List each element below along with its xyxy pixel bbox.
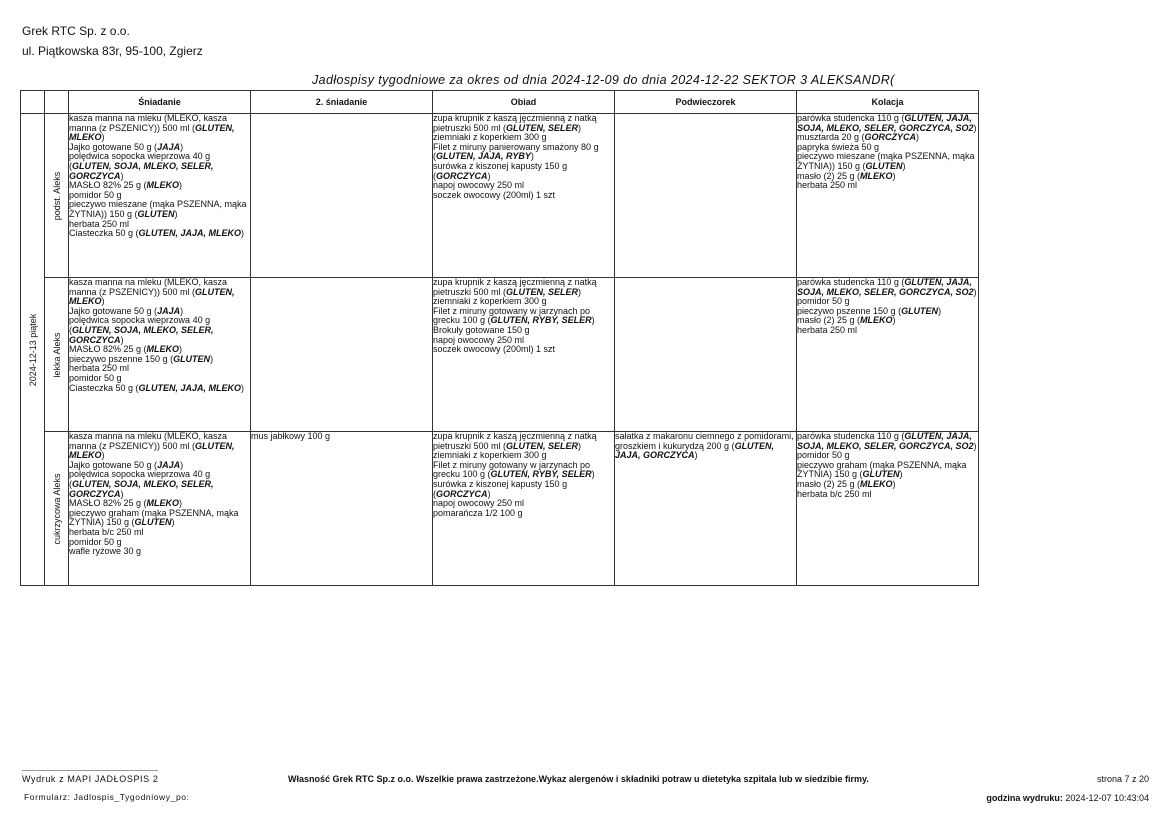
print-time-label: godzina wydruku:: [986, 793, 1063, 803]
table-row: [21, 114, 979, 278]
footer-print-label: Wydruk z MAPI JADŁOSPIS 2: [22, 774, 159, 784]
corner-blank: [45, 91, 69, 114]
print-time-value: 2024-12-07 10:43:04: [1065, 793, 1149, 803]
diet-label: podst. Aleks: [51, 171, 62, 220]
table-row: [21, 432, 979, 586]
company-address: ul. Piątkowska 83r, 95-100, Zgierz: [22, 44, 203, 58]
day-cell: [21, 114, 45, 586]
meal-cell: zupa krupnik z kaszą jęczmienną z natką pietruszki 500 ml (GLUTEN, SELER) ziemniaki z koperkiem 300 g Filet z miruny gotowany w jarzynach po grecku 100 g (GLUTEN, RYBY, SELER) surówka z kiszonej kapusty 150 g (GORCZYCA) napoj owocowy 250 ml pomarańcza 1/2 100 g: [433, 432, 615, 586]
corner-blank: [21, 91, 45, 114]
meal-cell: zupa krupnik z kaszą jęczmienną z natką pietruszki 500 ml (GLUTEN, SELER) ziemniaki z koperkiem 300 g Filet z miruny gotowany w jarzynach po grecku 100 g (GLUTEN, RYBY, SELER) Brokuły gotowane 150 g napoj owocowy 250 ml soczek owocowy (200ml) 1 szt: [433, 278, 615, 432]
header-breakfast: Śniadanie: [69, 91, 251, 114]
print-time: [986, 793, 1149, 803]
diet-label: lekka Aleks: [51, 331, 62, 378]
day-label: 2024-12-13 piątek: [27, 313, 38, 386]
diet-label: cukrzycowa Aleks: [51, 472, 62, 545]
meal-cell: [615, 278, 797, 432]
meal-cell: parówka studencka 110 g (GLUTEN, JAJA, SOJA, MLEKO, SELER, GORCZYCA, SO2) musztarda 20 g (GORCZYCA) papryka świeża 50 g pieczywo mieszane (mąka PSZENNA, mąka ŻYTNIA)) 150 g (GLUTEN) masło (2) 25 g (MLEKO) herbata 250 ml: [797, 114, 979, 278]
footer-ownership: Własność Grek RTC Sp.z o.o. Wszelkie prawa zastrzeżone.Wykaz alergenów i składniki potraw u dietetyka szpitala lub w siedzibie firmy.: [288, 774, 869, 784]
page-title: Jadłospisy tygodniowe za okres od dnia 2024-12-09 do dnia 2024-12-22 SEKTOR 3 ALEKSANDR(: [312, 73, 895, 87]
footer-form-label: Formularz: Jadlospis_Tygodniowy_po:: [24, 792, 190, 802]
meal-cell: sałatka z makaronu ciemnego z pomidorami, groszkiem i kukurydzą 200 g (GLUTEN, JAJA, GORCZYCA): [615, 432, 797, 586]
meal-cell: [615, 114, 797, 278]
meal-cell: zupa krupnik z kaszą jęczmienną z natką pietruszki 500 ml (GLUTEN, SELER) ziemniaki z koperkiem 300 g Filet z miruny panierowany smażony 80 g (GLUTEN, JAJA, RYBY) surówka z kiszonej kapusty 150 g (GORCZYCA) napoj owocowy 250 ml soczek owocowy (200ml) 1 szt: [433, 114, 615, 278]
header-dinner: Kolacja: [797, 91, 979, 114]
header-row: [21, 91, 979, 114]
meal-cell: [251, 278, 433, 432]
meal-cell: parówka studencka 110 g (GLUTEN, JAJA, SOJA, MLEKO, SELER, GORCZYCA, SO2) pomidor 50 g pieczywo graham (mąka PSZENNA, mąka ŻYTNIA) 150 g (GLUTEN) masło (2) 25 g (MLEKO) herbata b/c 250 ml: [797, 432, 979, 586]
meal-cell: kasza manna na mleku (MLEKO, kasza manna (z PSZENICY)) 500 ml (GLUTEN, MLEKO) Jajko gotowane 50 g (JAJA) polędwica sopocka wieprzowa 40 g (GLUTEN, SOJA, MLEKO, SELER, GORCZYCA) MASŁO 82% 25 g (MLEKO) pieczywo graham (mąka PSZENNA, mąka ŻYTNIA) 150 g (GLUTEN) herbata b/c 250 ml pomidor 50 g wafle ryżowe 30 g: [69, 432, 251, 586]
meal-cell: kasza manna na mleku (MLEKO, kasza manna (z PSZENICY)) 500 ml (GLUTEN, MLEKO) Jajko gotowane 50 g (JAJA) polędwica sopocka wieprzowa 40 g (GLUTEN, SOJA, MLEKO, SELER, GORCZYCA) MASŁO 82% 25 g (MLEKO) pieczywo pszenne 150 g (GLUTEN) herbata 250 ml pomidor 50 g Ciasteczka 50 g (GLUTEN, JAJA, MLEKO): [69, 278, 251, 432]
diet-cell: [45, 278, 69, 432]
diet-cell: [45, 114, 69, 278]
header-afternoon-snack: Podwieczorek: [615, 91, 797, 114]
meal-cell: kasza manna na mleku (MLEKO, kasza manna (z PSZENICY)) 500 ml (GLUTEN, MLEKO) Jajko gotowane 50 g (JAJA) polędwica sopocka wieprzowa 40 g (GLUTEN, SOJA, MLEKO, SELER, GORCZYCA) MASŁO 82% 25 g (MLEKO) pomidor 50 g pieczywo mieszane (mąka PSZENNA, mąka ŻYTNIA)) 150 g (GLUTEN) herbata 250 ml Ciasteczka 50 g (GLUTEN, JAJA, MLEKO): [69, 114, 251, 278]
page-number: strona 7 z 20: [1096, 774, 1149, 784]
meal-cell: mus jabłkowy 100 g: [251, 432, 433, 586]
header-second-breakfast: 2. śniadanie: [251, 91, 433, 114]
meal-cell: [251, 114, 433, 278]
footer-divider: [22, 770, 158, 771]
meal-cell: parówka studencka 110 g (GLUTEN, JAJA, SOJA, MLEKO, SELER, GORCZYCA, SO2) pomidor 50 g pieczywo pszenne 150 g (GLUTEN) masło (2) 25 g (MLEKO) herbata 250 ml: [797, 278, 979, 432]
company-name: Grek RTC Sp. z o.o.: [22, 24, 130, 38]
menu-table: [20, 90, 979, 586]
diet-cell: [45, 432, 69, 586]
header-lunch: Obiad: [433, 91, 615, 114]
table-row: [21, 278, 979, 432]
